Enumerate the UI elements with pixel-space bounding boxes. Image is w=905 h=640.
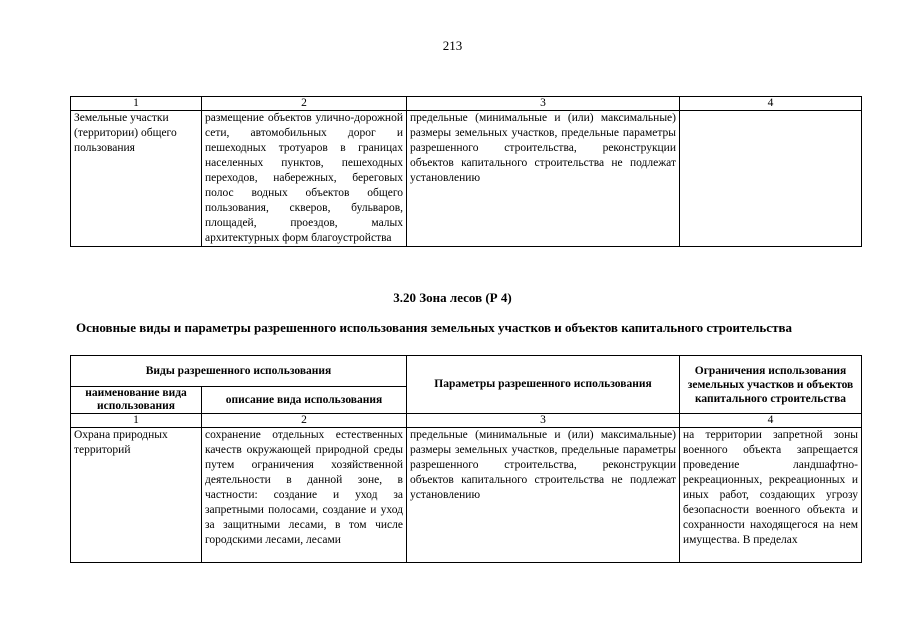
name-subheader: наименование вида использования <box>71 387 202 414</box>
restrictions-header: Ограничения использования земельных участков и объектов капитального строительства <box>680 356 862 414</box>
table-row <box>71 111 862 247</box>
table-caption: Основные виды и параметры разрешенного использования земельных участков и объектов капитального строительства <box>76 320 792 335</box>
page-number: 213 <box>442 38 463 53</box>
column-number-row <box>71 97 862 111</box>
column-number: 3 <box>407 97 680 111</box>
column-number: 2 <box>202 97 407 111</box>
column-number: 2 <box>202 414 407 428</box>
zone-table <box>70 355 862 563</box>
use-name-cell: Земельные участки (территории) общего пользования <box>71 111 202 247</box>
restrictions-cell <box>680 428 862 563</box>
parameters-cell <box>407 428 680 563</box>
table-row <box>71 428 862 563</box>
parameters-header: Параметры разрешенного использования <box>407 356 680 414</box>
use-description-text: сохранение отдельных естественных качеств окружающей природной среды путем ограничения хозяйственной деятельности в данной зоне, в частности: создание и уход за запретными полосами, создание и уход за защитными лесами, в том числе городскими лесами, лесами <box>205 429 403 546</box>
column-number-row <box>71 414 862 428</box>
section-title: 3.20 Зона лесов (Р 4) <box>393 290 512 305</box>
description-subheader: описание вида использования <box>202 387 407 414</box>
use-name-text: Охрана природных территорий <box>74 429 168 456</box>
restrictions-cell <box>680 111 862 247</box>
column-number: 1 <box>71 414 202 428</box>
types-header: Виды разрешенного использования <box>71 356 407 387</box>
column-number: 4 <box>680 414 862 428</box>
column-number: 3 <box>407 414 680 428</box>
header-row <box>71 356 862 387</box>
column-number: 1 <box>71 97 202 111</box>
use-name-cell <box>71 428 202 563</box>
use-description-cell <box>202 428 407 563</box>
parameters-text: предельные (минимальные и (или) максимальные) размеры земельных участков, предельные параметры разрешенного строительства, реконструкции объектов капитального строительства не подлежат установлению <box>410 429 676 501</box>
continued-table <box>70 96 862 247</box>
restrictions-text: на территории запретной зоны военного объекта запрещается проведение ландшафтно-рекреационных, рекреационных и иных работ, создающих угрозу безопасности военного объекта и сохранности находящегося на нем имущества. В пределах <box>683 429 858 546</box>
parameters-cell: предельные (минимальные и (или) максимальные) размеры земельных участков, предельные параметры разрешенного строительства, реконструкции объектов капитального строительства не подлежат установлению <box>407 111 680 247</box>
column-number: 4 <box>680 97 862 111</box>
use-description-cell: размещение объектов улично-дорожной сети, автомобильных дорог и пешеходных тротуаров в границах населенных пунктов, пешеходных переходов, набережных, береговых полос водных объектов общего пользования, скверов, бульваров, площадей, проездов, малых архитектурных форм благоустройства <box>202 111 407 247</box>
